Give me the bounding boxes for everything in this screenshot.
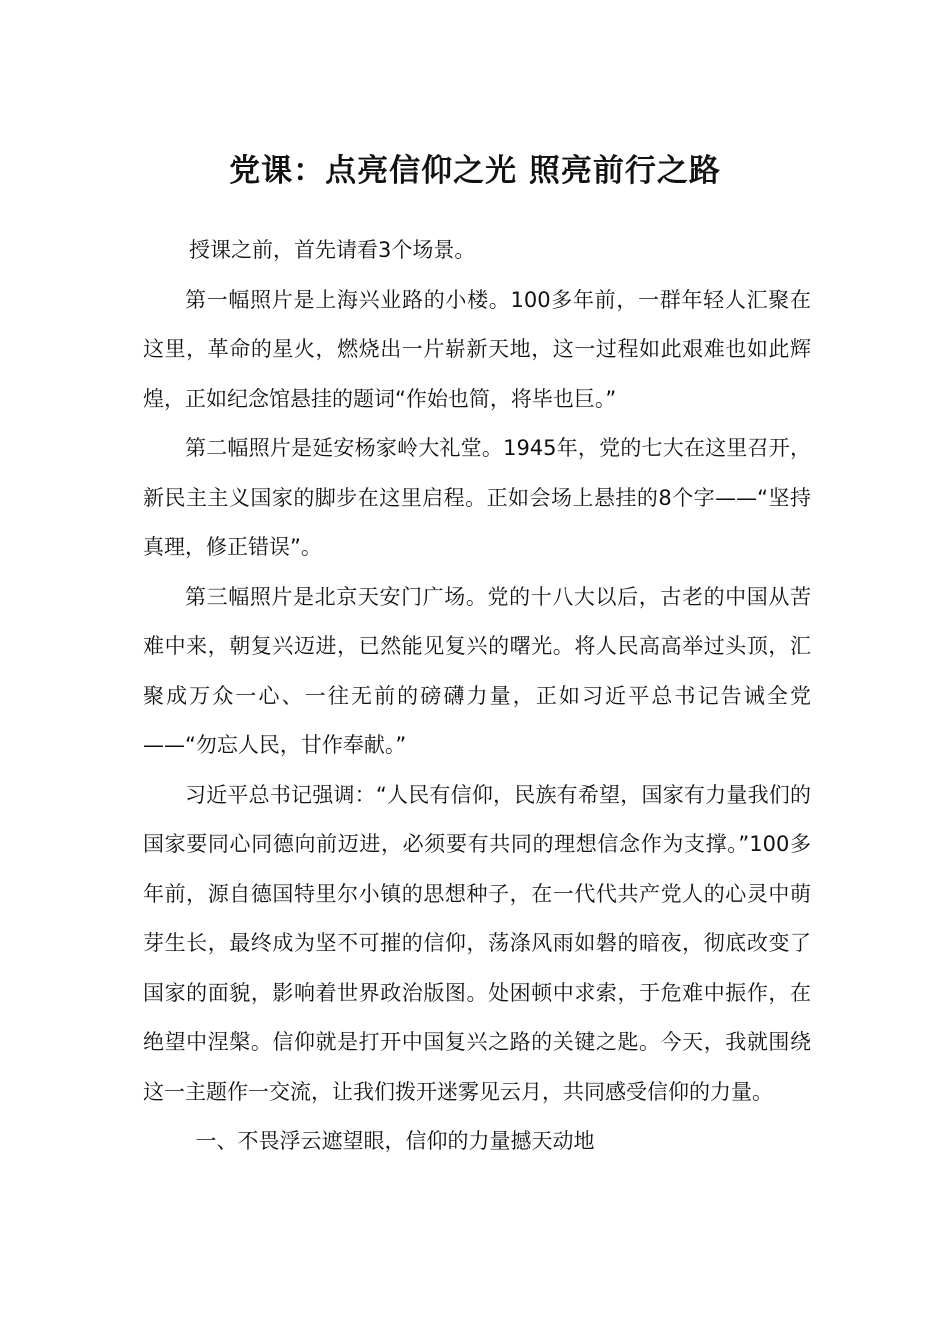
paragraph-scene-3: 第三幅照片是北京天安门广场。党的十八大以后，古老的中国从苦难中来，朝复兴迈进，已然能见复兴的曙光。将人民高高举过头顶，汇聚成万众一心、一往无前的磅礴力量，正如习近平总书记告诫全党——“勿忘人民，甘作奉献。” [143, 584, 811, 757]
paragraph-intro: 授课之前，首先请看3个场景。 [189, 238, 476, 262]
document-title: 党课：点亮信仰之光 照亮前行之路 [229, 152, 721, 189]
paragraph-faith: 习近平总书记强调：“人民有信仰，民族有希望，国家有力量我们的国家要同心同德向前迈进，必须要有共同的理想信念作为支撑。”100多年前，源自德国特里尔小镇的思想种子，在一代代共产党人的心灵中萌芽生长，最终成为坚不可摧的信仰，荡涤风雨如磐的暗夜，彻底改变了国家的面貌，影响着世界政治版图。处困顿中求索，于危难中振作，在绝望中涅槃。信仰就是打开中国复兴之路的关键之匙。今天，我就围绕这一主题作一交流，让我们拨开迷雾见云月，共同感受信仰的力量。 [143, 782, 811, 1104]
document-body [143, 226, 811, 1167]
paragraph-scene-2: 第二幅照片是延安杨家岭大礼堂。1945年，党的七大在这里召开，新民主主义国家的脚步在这里启程。正如会场上悬挂的8个字——“坚持真理，修正错误”。 [143, 436, 811, 559]
paragraph-scene-1: 第一幅照片是上海兴业路的小楼。100多年前，一群年轻人汇聚在这里，革命的星火，燃烧出一片崭新天地，这一过程如此艰难也如此辉煌，正如纪念馆悬挂的题词“作始也简，将毕也巨。” [143, 287, 811, 411]
section-heading-1: 一、不畏浮云遮望眼，信仰的力量撼天动地 [195, 1129, 595, 1153]
